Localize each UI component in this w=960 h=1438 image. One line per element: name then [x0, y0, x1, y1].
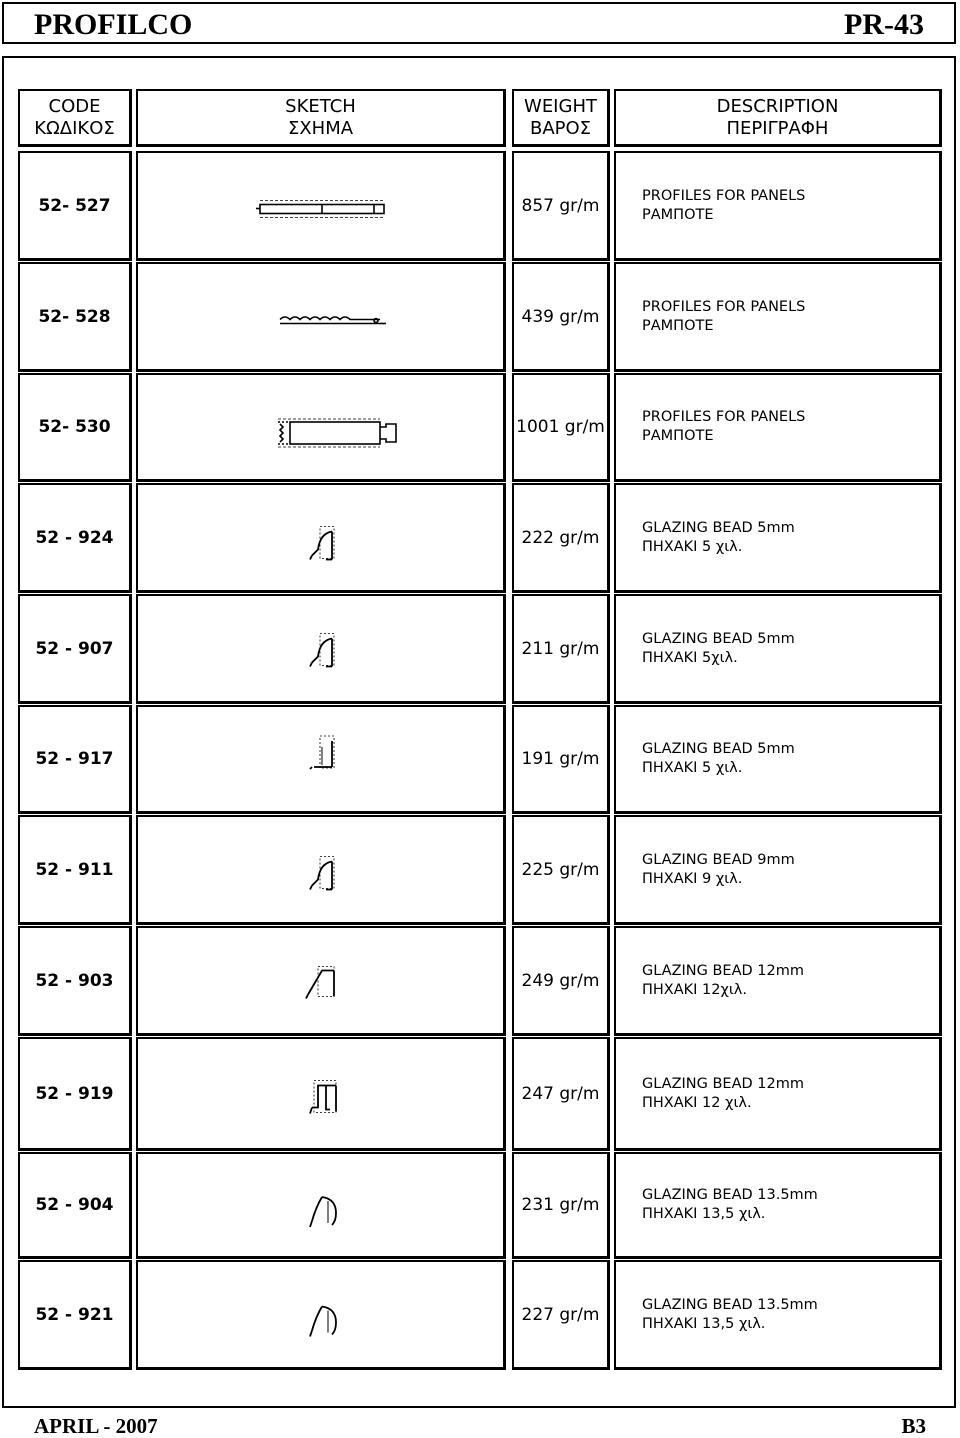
description-cell	[614, 483, 942, 593]
description-cell	[614, 151, 942, 261]
sketch-cell	[136, 705, 506, 814]
description-gr: ΠΗΧΑΚΙ 12 χιλ.	[642, 1094, 752, 1111]
description-gr: ΡΑΜΠΟΤΕ	[642, 206, 714, 223]
product-code: 52 - 911	[35, 859, 114, 880]
code-cell	[18, 1260, 132, 1370]
sketch-cell	[136, 1260, 506, 1370]
footer-date: APRIL - 2007	[34, 1414, 158, 1438]
sketch-cell	[136, 483, 506, 593]
description-en: GLAZING BEAD 13.5mm	[642, 1187, 818, 1203]
description-en: PROFILES FOR PANELS	[642, 187, 806, 204]
product-weight: 857 gr/m	[521, 195, 600, 216]
code-cell	[18, 705, 132, 814]
product-code: 52 - 921	[35, 1304, 114, 1325]
description-gr: ΠΗΧΑΚΙ 12χιλ.	[642, 981, 747, 998]
weight-cell	[512, 373, 610, 482]
column-header-description	[614, 89, 942, 147]
page-code: PR-43	[844, 8, 924, 41]
product-weight: 247 gr/m	[521, 1083, 600, 1104]
product-weight: 1001 gr/m	[516, 417, 605, 437]
description-cell	[614, 926, 942, 1036]
code-cell	[18, 483, 132, 593]
column-header-weight-gr: ΒΑΡΟΣ	[529, 117, 592, 139]
profile-sketch-icon	[138, 596, 503, 701]
description-cell	[614, 815, 942, 925]
code-cell	[18, 815, 132, 925]
weight-cell	[512, 151, 610, 261]
column-header-weight-en: WEIGHT	[524, 95, 597, 117]
description-cell	[614, 705, 942, 814]
description-cell	[614, 594, 942, 704]
profile-sketch-icon	[138, 817, 503, 922]
product-code: 52 - 917	[35, 749, 114, 769]
code-cell	[18, 594, 132, 704]
weight-cell	[512, 594, 610, 704]
page-header	[2, 2, 956, 44]
weight-cell	[512, 1037, 610, 1151]
profile-sketch-icon	[138, 485, 503, 590]
description-cell	[614, 373, 942, 482]
description-en: GLAZING BEAD 9mm	[642, 851, 795, 868]
profile-sketch-icon	[138, 928, 503, 1033]
sketch-cell	[136, 815, 506, 925]
description-gr: ΠΗΧΑΚΙ 13,5 χιλ.	[642, 1315, 766, 1332]
code-cell	[18, 1037, 132, 1151]
sketch-cell	[136, 151, 506, 261]
weight-cell	[512, 1260, 610, 1370]
description-gr: ΠΗΧΑΚΙ 13,5 χιλ.	[642, 1206, 766, 1222]
code-cell	[18, 151, 132, 261]
code-cell	[18, 926, 132, 1036]
profile-sketch-icon	[138, 1039, 503, 1148]
sketch-cell	[136, 594, 506, 704]
product-weight: 222 gr/m	[521, 527, 600, 548]
column-header-sketch	[136, 89, 506, 147]
product-weight: 231 gr/m	[521, 1195, 600, 1215]
code-cell	[18, 373, 132, 482]
weight-cell	[512, 262, 610, 372]
description-gr: ΠΗΧΑΚΙ 5 χιλ.	[642, 538, 743, 555]
description-en: GLAZING BEAD 5mm	[642, 630, 795, 647]
product-weight: 211 gr/m	[521, 638, 600, 659]
column-header-code-gr: ΚΩΔΙΚΟΣ	[34, 117, 115, 139]
sketch-cell	[136, 373, 506, 482]
product-code: 52 - 907	[35, 638, 114, 659]
product-code: 52- 528	[38, 306, 111, 327]
description-gr: ΠΗΧΑΚΙ 5 χιλ.	[642, 760, 743, 776]
code-cell	[18, 1152, 132, 1259]
sketch-cell	[136, 1037, 506, 1151]
profile-sketch-icon	[138, 1262, 503, 1367]
profile-sketch-icon	[138, 707, 503, 811]
column-header-sketch-en: SKETCH	[285, 95, 356, 117]
column-header-sketch-gr: ΣΧΗΜΑ	[287, 117, 354, 139]
description-cell	[614, 1152, 942, 1259]
description-gr: ΡΑΜΠΟΤΕ	[642, 428, 714, 444]
description-cell	[614, 1037, 942, 1151]
description-en: GLAZING BEAD 5mm	[642, 519, 795, 536]
product-weight: 227 gr/m	[521, 1304, 600, 1325]
column-header-description-en: DESCRIPTION	[716, 95, 839, 117]
description-en: GLAZING BEAD 12mm	[642, 962, 804, 979]
product-weight: 439 gr/m	[521, 306, 600, 327]
profile-sketch-icon	[138, 264, 503, 369]
profile-sketch-icon	[138, 375, 503, 479]
description-en: GLAZING BEAD 12mm	[642, 1075, 804, 1092]
description-en: PROFILES FOR PANELS	[642, 298, 806, 315]
sketch-cell	[136, 1152, 506, 1259]
column-header-code	[18, 89, 132, 147]
product-weight: 191 gr/m	[521, 749, 600, 769]
footer-page-number: B3	[901, 1414, 926, 1438]
product-code: 52- 527	[38, 195, 111, 216]
code-cell	[18, 262, 132, 372]
brand-name: PROFILCO	[34, 8, 193, 41]
description-gr: ΠΗΧΑΚΙ 5χιλ.	[642, 649, 738, 666]
column-header-code-en: CODE	[48, 95, 101, 117]
weight-cell	[512, 705, 610, 814]
sketch-cell	[136, 262, 506, 372]
weight-cell	[512, 1152, 610, 1259]
product-code: 52 - 919	[35, 1083, 114, 1104]
product-code: 52 - 924	[35, 527, 114, 548]
profile-sketch-icon	[138, 153, 503, 258]
description-en: GLAZING BEAD 5mm	[642, 741, 795, 757]
column-header-weight	[512, 89, 610, 147]
product-code: 52 - 904	[35, 1195, 114, 1215]
description-gr: ΡΑΜΠΟΤΕ	[642, 317, 714, 334]
description-gr: ΠΗΧΑΚΙ 9 χιλ.	[642, 870, 743, 887]
profile-sketch-icon	[138, 1154, 503, 1256]
weight-cell	[512, 926, 610, 1036]
description-cell	[614, 1260, 942, 1370]
product-weight: 225 gr/m	[521, 859, 600, 880]
description-cell	[614, 262, 942, 372]
weight-cell	[512, 483, 610, 593]
product-code: 52- 530	[38, 417, 111, 437]
description-en: GLAZING BEAD 13.5mm	[642, 1296, 818, 1313]
column-header-description-gr: ΠΕΡΙΓΡΑΦΗ	[726, 117, 829, 139]
product-weight: 249 gr/m	[521, 970, 600, 991]
product-code: 52 - 903	[35, 970, 114, 991]
weight-cell	[512, 815, 610, 925]
sketch-cell	[136, 926, 506, 1036]
description-en: PROFILES FOR PANELS	[642, 409, 806, 425]
